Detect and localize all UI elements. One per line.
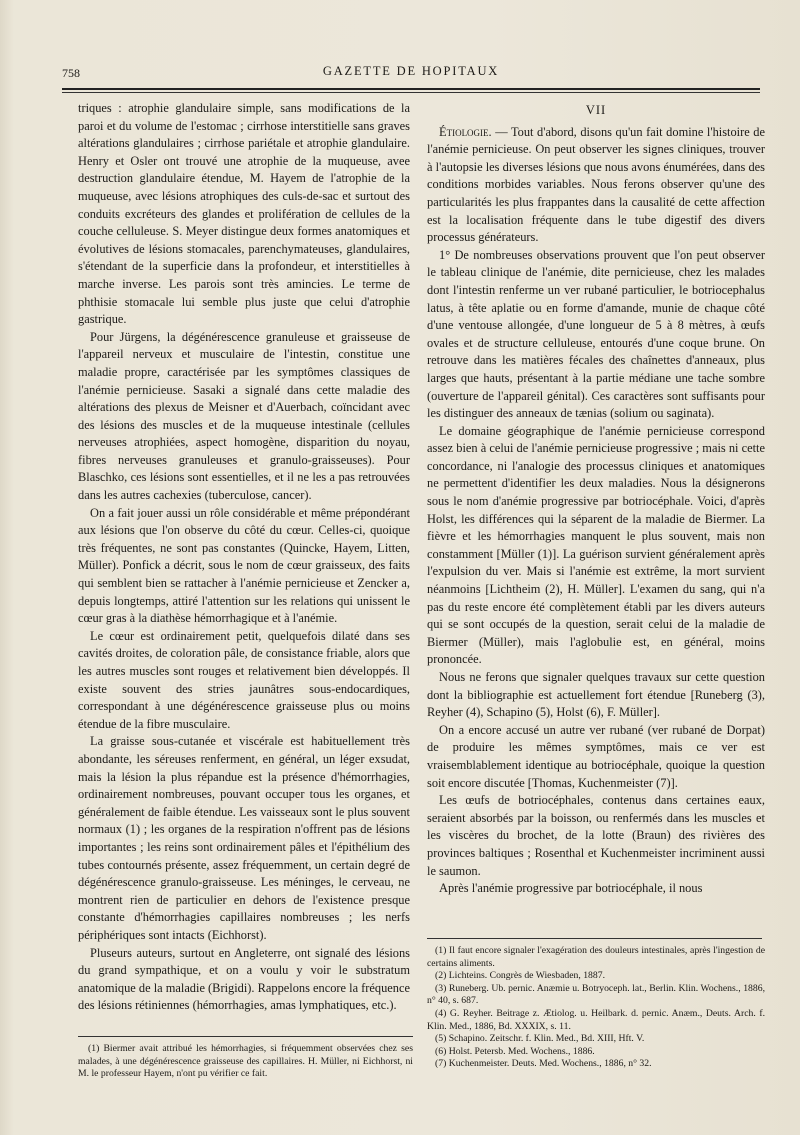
footnote: (1) Il faut encore signaler l'exagération des douleurs intestinales, après l'ingestion de certains aliments. (427, 945, 765, 969)
footnote-divider (427, 938, 762, 939)
paragraph: On a fait jouer aussi un rôle considérable et même prépondérant aux lésions que l'on observe du côté du cœur. Celles-ci, quoique très fréquentes, ne sont pas constantes (Quincke, Hayem, Litten, Müller). Ponfick a décrit, sous le nom de cœur graisseux, des faits qui semblent bien se rattacher à l'anémie pernicieuse et Zencker a, depuis longtemps, attiré l'attention sur les relations qui unissent le cœur gras à la diathèse hémorrhagique et à l'anémie. (78, 505, 410, 626)
paragraph: Pluseurs auteurs, surtout en Angleterre, ont signalé des lésions du grand sympathique, et on a voulu y voir le substratum anatomique de la maladie (Brigidi). Rappelons encore la fréquence des lésions rétiniennes (hémorrhagies, amas lymphatiques, etc.). (78, 945, 410, 1013)
paragraph: Les œufs de botriocéphales, contenus dans certaines eaux, seraient absorbés par la boisson, ou renfermés dans les muscles et les viscères du brochet, de la lotte (Braun) des rivières des provinces baltiques ; Rosenthal et Kuchenmeister incriminent aussi le saumon. (427, 793, 765, 878)
paragraph: La graisse sous-cutanée et viscérale est habituellement très abondante, les séreuses renferment, en général, un léger exsudat, mais la lésion la plus répandue est la présence d'hémorrhagies, ordinairement nombreuses, pouvant occuper tous les organes, et généralement de faible étendue. Les vaisseaux sont le plus souvent normaux (1) ; les organes de la respiration n'offrent pas de lésions importantes ; les reins sont ordinairement pâles et l'épithélium des tubes contournés présente, assez fréquemment, un certain degré de dégénérescence granulo-graisseuse. Les méninges, le cerveau, ne montrent rien de particulier en dehors de l'existence presque constante d'hémorrhagies capillaires nombreuses ; les nerfs périphériques sont intacts (Eichhorst). (78, 734, 410, 942)
page-header (62, 62, 760, 84)
paragraph: Le cœur est ordinairement petit, quelquefois dilaté dans ses cavités droites, de coloration pâle, de consistance friable, alors que les autres muscles sont rouges et relativement bien développés. Il existe souvent des stries jaunâtres sous-endocardiques, correspondant à une dégénérescence graisseuse plus ou moins étendue de la fibre musculaire. (78, 628, 410, 731)
left-column (78, 100, 410, 1015)
footnote: (2) Lichteins. Congrès de Wiesbaden, 1887. (435, 970, 605, 982)
footnote: (5) Schapino. Zeitschr. f. Klin. Med., Bd. XIII, Hft. V. (435, 1033, 645, 1045)
footnote: (4) G. Reyher. Beitrage z. Ætiolog. u. Heilbark. d. pernic. Anæm., Deuts. Arch. f. Klin. Med., 1886, Bd. XXXIX, s. 11. (427, 1007, 765, 1032)
paragraph: 1° De nombreuses observations prouvent que l'on peut observer le tableau clinique de l'anémie, dite pernicieuse, chez les malades dont l'intestin renferme un ver rubané particulier, le botriocephalus latus, à tête aplatie ou en forme d'amande, munie de chaque côté d'une ventouse allongée, d'une longueur de 5 à 8 mètres, à œufs ovales et de structure celluleuse, entourés d'une coque brune. On retrouve dans les matières fécales des chaînettes d'anneaux, plus larges que hauts, présentant à la partie médiane une tache sombre (ouverture de l'appareil génital). Ces caractères sont suffisants pour les distinguer des anneaux de tænias (solium ou saginata). (427, 247, 765, 421)
right-footnotes (427, 930, 765, 1071)
header-rule-thin (62, 92, 760, 93)
left-footnotes (78, 1028, 413, 1081)
footnote-divider (78, 1036, 413, 1037)
paragraph: — Tout d'abord, disons qu'un fait domine l'histoire de l'anémie pernicieuse. On peut observer les signes cliniques, trouver à l'autopsie les diverses lésions que nous avons énumérées, dans des conditions morbides variables. Nous ferons observer qu'une des particularités les plus frappantes dans la causalité de cette affection est la localisation fréquente dans le tube digestif des divers processus générateurs. (427, 124, 765, 245)
footnote: (1) Biermer avait attribué les hémorrhagies, si fréquemment observées chez ses malades, à une dégénérescence graisseuse des capillaires. H. Müller, ni Eichhorst, ni M. le professeur Hayem, n'ont pu vérifier ce fait. (78, 1043, 413, 1080)
journal-title: GAZETTE DE HOPITAUX (322, 64, 500, 78)
section-lead-word: Étiologie. (439, 124, 492, 139)
section-number: VII (585, 103, 607, 117)
footnote: (6) Holst. Petersb. Med. Wochens., 1886. (435, 1045, 595, 1057)
paragraph: Le domaine géographique de l'anémie pernicieuse correspond assez bien à celui de l'anémie pernicieuse progressive ; mais ni cette concordance, ni l'analogie des processus cliniques et anatomiques ne permettent d'identifier les deux maladies. Nous la désignerons sous le nom d'anémie progressive par botriocéphale. Voici, d'après Holst, les différences qui la séparent de la maladie de Biermer. La fièvre et les hémorrhagies manquent le plus souvent, mais non constamment [Müller (1)]. La guérison survient généralement après l'expulsion du ver. Mais si l'anémie est extrême, la mort survient néanmoins [Lichtheim (2), H. Müller]. L'examen du sang, qui n'a pas du reste encore été complètement établi par les divers auteurs qui se sont occupés de la question, serait celui de la maladie de Biermer (Müller), mais l'aglobulie est, en général, moins prononcée. (427, 423, 765, 667)
paragraph: Nous ne ferons que signaler quelques travaux sur cette question dont la bibliographie est actuellement fort étendue [Runeberg (3), Reyher (4), Schapino (5), Holst (6), F. Müller]. (427, 670, 765, 720)
right-column (427, 100, 765, 898)
paragraph: On a encore accusé un autre ver rubané (ver rubané de Dorpat) de produire les mêmes symptômes, mais ce ver est vraisemblablement identique au botriocéphale, quoique la question soit encore discutée [Thomas, Kuchenmeister (7)]. (427, 722, 765, 790)
paragraph: triques : atrophie glandulaire simple, sans modifications de la paroi et du volume de l'estomac ; cirrhose interstitielle sans graves altérations glandulaires ; cirrhose pariétale et atrophie glandulaire. Henry et Osler ont trouvé une atrophie de la muqueuse, avee destruction glandulaire étendue, M. Hayem de l'atrophie de la muqueuse, avec lésions atrophiques des culs-de-sac et surtout des conduits excréteurs des glandes et prolifération de cellules de la couche celluleuse. S. Meyer distingue deux formes anatomiques et évolutives de lésions stomacales, parenchymateuses, glandulaires, s'étendant de la superficie dans la profondeur, et interstitielles à marche inverse. Les parois sont très amincies. Le terme de phthisie stomacale lui semble plus juste que celui d'atrophie gastrique. (78, 101, 410, 327)
paragraph: Pour Jürgens, la dégénérescence granuleuse et graisseuse de l'appareil nerveux et musculaire de l'intestin, constitue une maladie propre, caractérisée par les symptômes classiques de l'anémie pernicieuse. Sasaki a signalé dans cette maladie des altérations des plexus de Meisner et d'Auerbach, coïncidant avec des lésions des muscles et de la muqueuse intestinale (cellules nerveuses atrophiées, aspect homogène, disparition du noyau, fibres nerveuses granuleuses et granulo-graisseuses). Pour Blaschko, ces lésions sont essentielles, et il ne les a pas retrouvées dans les autres cachexies (tuberculose, cancer). (78, 329, 410, 503)
header-rule-thick (62, 88, 760, 90)
footnote: (7) Kuchenmeister. Deuts. Med. Wochens., 1886, n° 32. (435, 1058, 652, 1070)
page-number: 758 (62, 66, 80, 80)
footnote: (3) Runeberg. Ub. pernic. Anæmie u. Botryoceph. lat., Berlin. Klin. Wochens., 1886, n° 40, s. 687. (427, 982, 765, 1007)
paragraph: Après l'anémie progressive par botriocéphale, il nous (439, 881, 703, 896)
